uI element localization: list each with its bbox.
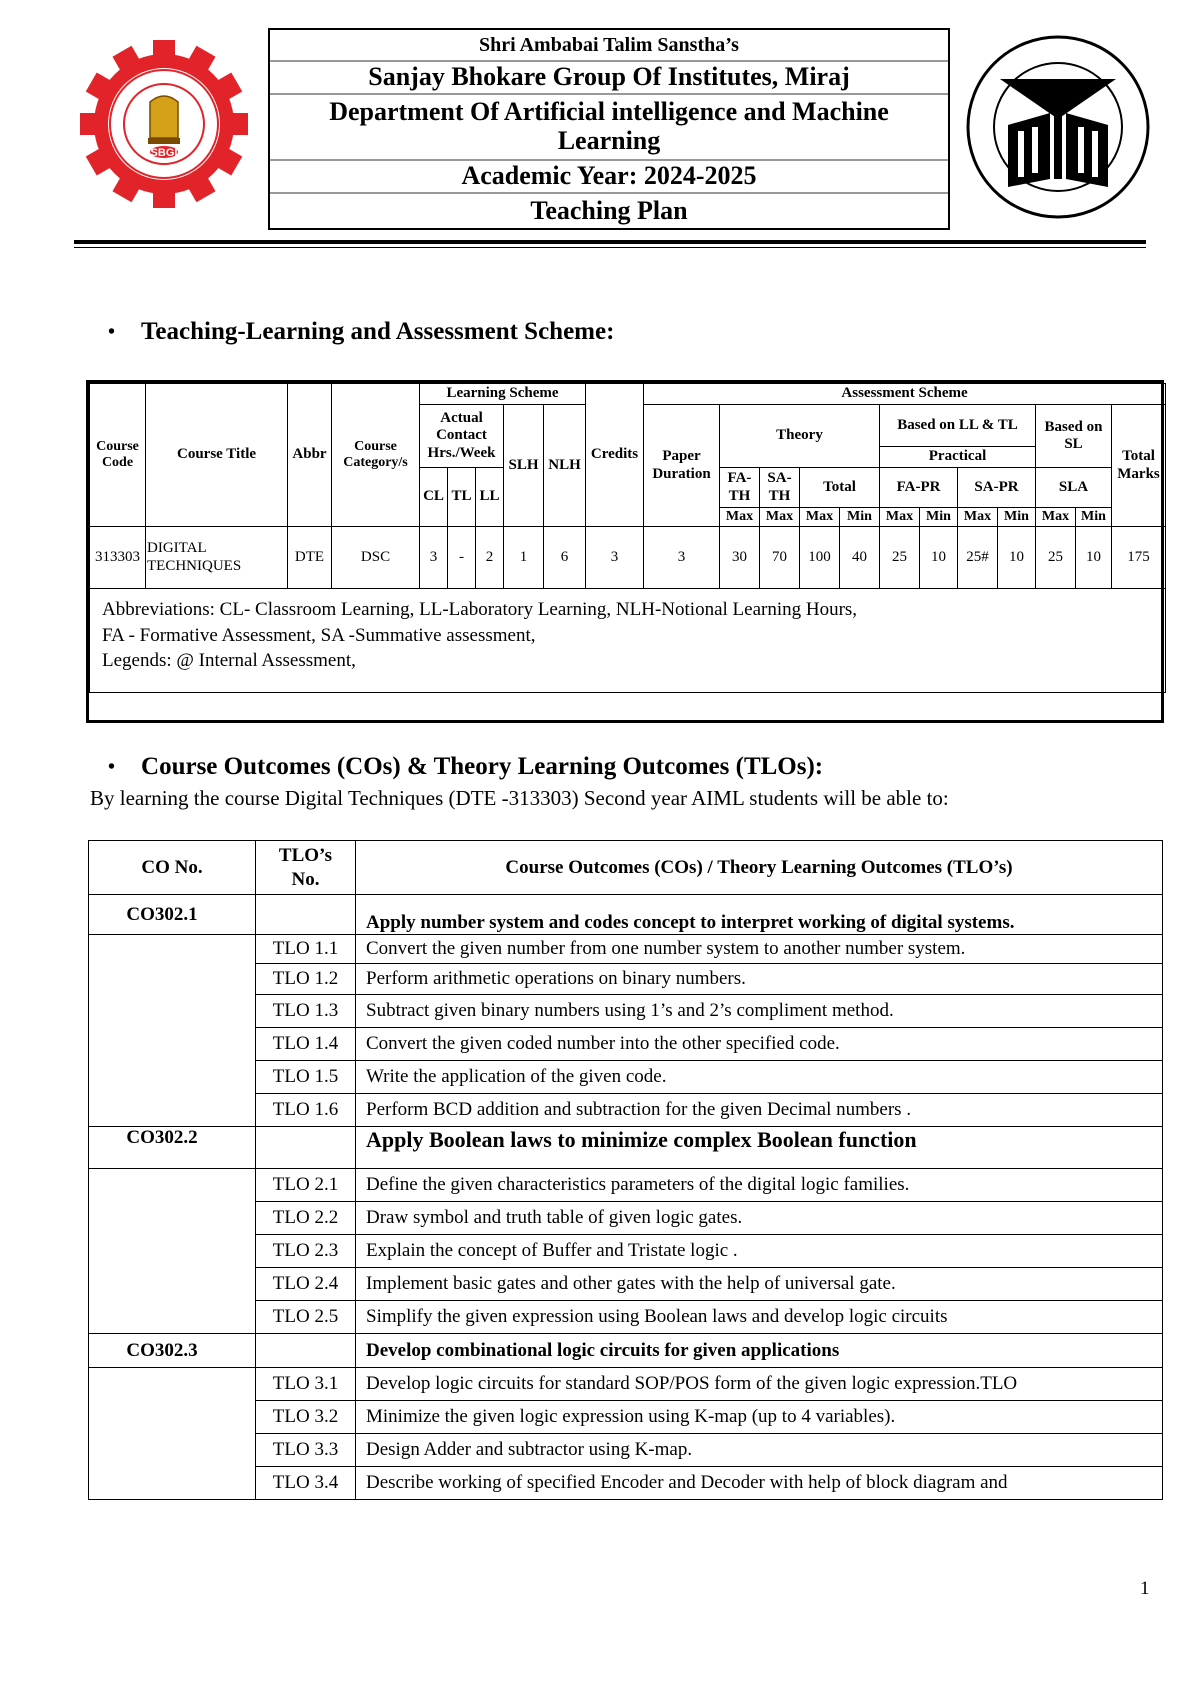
header-title-block xyxy=(268,28,950,230)
tlo-number: TLO 1.3 xyxy=(256,995,356,1028)
abbreviations-note xyxy=(90,589,1166,693)
co-table-frame xyxy=(88,840,1162,1500)
tlo-text: Subtract given binary numbers using 1’s and 2’s compliment method. xyxy=(356,995,1163,1028)
cell-abbr: DTE xyxy=(288,527,332,589)
tlo-text: Implement basic gates and other gates with the help of universal gate. xyxy=(356,1268,1163,1301)
cell-course-code: 313303 xyxy=(90,527,146,589)
co-title: Develop combinational logic circuits for given applications xyxy=(356,1334,1163,1368)
th-nlh: NLH xyxy=(544,405,586,527)
tlo-number: TLO 2.3 xyxy=(256,1235,356,1268)
tlo-number: TLO 3.1 xyxy=(256,1368,356,1401)
th-max: Max xyxy=(760,508,800,527)
cell-total-min: 40 xyxy=(840,527,880,589)
th-learning-scheme: Learning Scheme xyxy=(420,384,586,405)
th-tl: TL xyxy=(448,468,476,527)
cell-fa-th-max: 30 xyxy=(720,527,760,589)
th-tlo-no: TLO’s No. xyxy=(256,841,356,895)
co-number: CO302.3 xyxy=(89,1334,256,1368)
outcomes-intro: By learning the course Digital Techniques (DTE -313303) Second year AIML students will be able to: xyxy=(90,786,949,810)
th-based-on-sl: Based on SL xyxy=(1036,405,1112,468)
empty-cell xyxy=(256,1334,356,1368)
department-name: Department Of Artificial intelligence and Machine Learning xyxy=(270,95,948,160)
section-heading-text: Teaching-Learning and Assessment Scheme: xyxy=(141,318,615,345)
th-fa-th: FA-TH xyxy=(720,468,760,508)
co-row xyxy=(89,895,1163,935)
empty-cell xyxy=(256,895,356,935)
cell-ll: 2 xyxy=(476,527,504,589)
tlo-number: TLO 2.2 xyxy=(256,1202,356,1235)
teaching-assessment-scheme-table xyxy=(89,383,1166,693)
tlo-text: Simplify the given expression using Boolean laws and develop logic circuits xyxy=(356,1301,1163,1334)
section-heading-outcomes xyxy=(108,753,823,781)
th-sa-th: SA-TH xyxy=(760,468,800,508)
th-co-no: CO No. xyxy=(89,841,256,895)
tlo-text: Convert the given number from one number system to another number system. xyxy=(356,935,1163,964)
tlo-text: Define the given characteristics parameters of the digital logic families. xyxy=(356,1169,1163,1202)
tlo-text: Draw symbol and truth table of given logic gates. xyxy=(356,1202,1163,1235)
page-number: 1 xyxy=(1140,1578,1150,1599)
th-outcomes: Course Outcomes (COs) / Theory Learning Outcomes (TLO’s) xyxy=(356,841,1163,895)
th-min: Min xyxy=(1076,508,1112,527)
tlo-number: TLO 2.4 xyxy=(256,1268,356,1301)
logo-text: SBGI xyxy=(150,147,178,159)
table-row xyxy=(89,935,1163,964)
cell-sla-min: 10 xyxy=(1076,527,1112,589)
th-total: Total xyxy=(800,468,880,508)
empty-cell xyxy=(256,1127,356,1169)
cell-tl: - xyxy=(448,527,476,589)
tlo-text: Describe working of specified Encoder and Decoder with help of block diagram and xyxy=(356,1467,1163,1500)
table-row xyxy=(89,1169,1163,1202)
th-cl: CL xyxy=(420,468,448,527)
th-sa-pr: SA-PR xyxy=(958,468,1036,508)
tlo-text: Design Adder and subtractor using K-map. xyxy=(356,1434,1163,1467)
scheme-table-frame xyxy=(86,380,1164,723)
cell-total-marks: 175 xyxy=(1112,527,1166,589)
cell-fa-pr-min: 10 xyxy=(920,527,958,589)
cell-cl: 3 xyxy=(420,527,448,589)
th-min: Min xyxy=(998,508,1036,527)
tlo-number: TLO 3.4 xyxy=(256,1467,356,1500)
th-course-title: Course Title xyxy=(146,384,288,527)
tlo-text: Minimize the given logic expression using K-map (up to 4 variables). xyxy=(356,1401,1163,1434)
th-fa-pr: FA-PR xyxy=(880,468,958,508)
document-title: Teaching Plan xyxy=(530,195,688,225)
tlo-text: Write the application of the given code. xyxy=(356,1061,1163,1094)
tlo-text: Perform BCD addition and subtraction for the given Decimal numbers . xyxy=(356,1094,1163,1127)
th-based-on-ll-tl: Based on LL & TL xyxy=(880,405,1036,447)
th-min: Min xyxy=(840,508,880,527)
tlo-text: Develop logic circuits for standard SOP/POS form of the given logic expression.TLO xyxy=(356,1368,1163,1401)
th-paper-duration: Paper Duration xyxy=(644,405,720,527)
th-max: Max xyxy=(800,508,840,527)
th-course-code: Course Code xyxy=(90,384,146,527)
table-row xyxy=(90,527,1166,589)
co-row xyxy=(89,1334,1163,1368)
header-divider-thin xyxy=(74,247,1146,248)
bullet-icon: • xyxy=(108,755,116,778)
cell-sa-pr-min: 10 xyxy=(998,527,1036,589)
empty-cell xyxy=(89,935,256,1127)
th-credits: Credits xyxy=(586,384,644,527)
tlo-text: Explain the concept of Buffer and Tristate logic . xyxy=(356,1235,1163,1268)
section-heading-text: Course Outcomes (COs) & Theory Learning Outcomes (TLOs): xyxy=(141,753,824,780)
institute-name: Sanjay Bhokare Group Of Institutes, Miraj xyxy=(270,62,948,96)
tlo-number: TLO 2.5 xyxy=(256,1301,356,1334)
th-practical: Practical xyxy=(880,447,1036,468)
th-max: Max xyxy=(720,508,760,527)
tlo-number: TLO 1.5 xyxy=(256,1061,356,1094)
th-actual-contact: Actual Contact Hrs./Week xyxy=(420,405,504,468)
co-title: Apply number system and codes concept to interpret working of digital systems. xyxy=(356,895,1163,935)
cell-sa-th-max: 70 xyxy=(760,527,800,589)
tlo-number: TLO 3.2 xyxy=(256,1401,356,1434)
th-course-category: Course Category/s xyxy=(332,384,420,527)
th-ll: LL xyxy=(476,468,504,527)
header-divider xyxy=(74,240,1146,244)
sbgi-gear-logo-icon xyxy=(80,38,248,210)
tlo-number: TLO 1.1 xyxy=(256,935,356,964)
th-max: Max xyxy=(958,508,998,527)
co-number: CO302.1 xyxy=(89,895,256,935)
th-assessment-scheme: Assessment Scheme xyxy=(644,384,1166,405)
co-number: CO302.2 xyxy=(89,1127,256,1169)
tlo-text: Convert the given coded number into the other specified code. xyxy=(356,1028,1163,1061)
cell-course-title: DIGITAL TECHNIQUES xyxy=(146,527,288,589)
th-theory: Theory xyxy=(720,405,880,468)
legends-line: Legends: @ Internal Assessment, xyxy=(102,650,356,672)
cell-total-max: 100 xyxy=(800,527,840,589)
tlo-number: TLO 3.3 xyxy=(256,1434,356,1467)
tlo-number: TLO 1.2 xyxy=(256,964,356,995)
cell-sla-max: 25 xyxy=(1036,527,1076,589)
th-sla: SLA xyxy=(1036,468,1112,508)
tlo-text: Perform arithmetic operations on binary numbers. xyxy=(356,964,1163,995)
cell-nlh: 6 xyxy=(544,527,586,589)
th-min: Min xyxy=(920,508,958,527)
section-heading-scheme xyxy=(108,318,614,346)
sanstha-name: Shri Ambabai Talim Sanstha’s xyxy=(270,30,948,62)
cell-slh: 1 xyxy=(504,527,544,589)
abbreviations-line: Abbreviations: CL- Classroom Learning, LL-Laboratory Learning, NLH-Notional Learning Hours, xyxy=(102,599,858,620)
tlo-number: TLO 2.1 xyxy=(256,1169,356,1202)
cell-credits: 3 xyxy=(586,527,644,589)
empty-cell xyxy=(89,1368,256,1500)
institute-logo xyxy=(80,38,248,210)
co-title: Apply Boolean laws to minimize complex Boolean function xyxy=(356,1127,1163,1169)
empty-cell xyxy=(89,1169,256,1334)
cell-fa-pr-max: 25 xyxy=(880,527,920,589)
msbte-seal-logo-icon xyxy=(958,32,1158,222)
board-seal xyxy=(958,32,1158,222)
table-row xyxy=(89,1368,1163,1401)
th-max: Max xyxy=(1036,508,1076,527)
tlo-number: TLO 1.4 xyxy=(256,1028,356,1061)
th-slh: SLH xyxy=(504,405,544,527)
academic-year: Academic Year: 2024-2025 xyxy=(270,161,948,195)
tlo-number: TLO 1.6 xyxy=(256,1094,356,1127)
cell-sa-pr-max: 25# xyxy=(958,527,998,589)
abbreviations-line: FA - Formative Assessment, SA -Summative assessment, xyxy=(102,624,536,646)
th-max: Max xyxy=(880,508,920,527)
cell-paper-duration: 3 xyxy=(644,527,720,589)
cell-category: DSC xyxy=(332,527,420,589)
th-abbr: Abbr xyxy=(288,384,332,527)
course-outcomes-table xyxy=(88,840,1163,1500)
th-total-marks: Total Marks xyxy=(1112,405,1166,527)
bullet-icon: • xyxy=(108,320,116,343)
co-row xyxy=(89,1127,1163,1169)
